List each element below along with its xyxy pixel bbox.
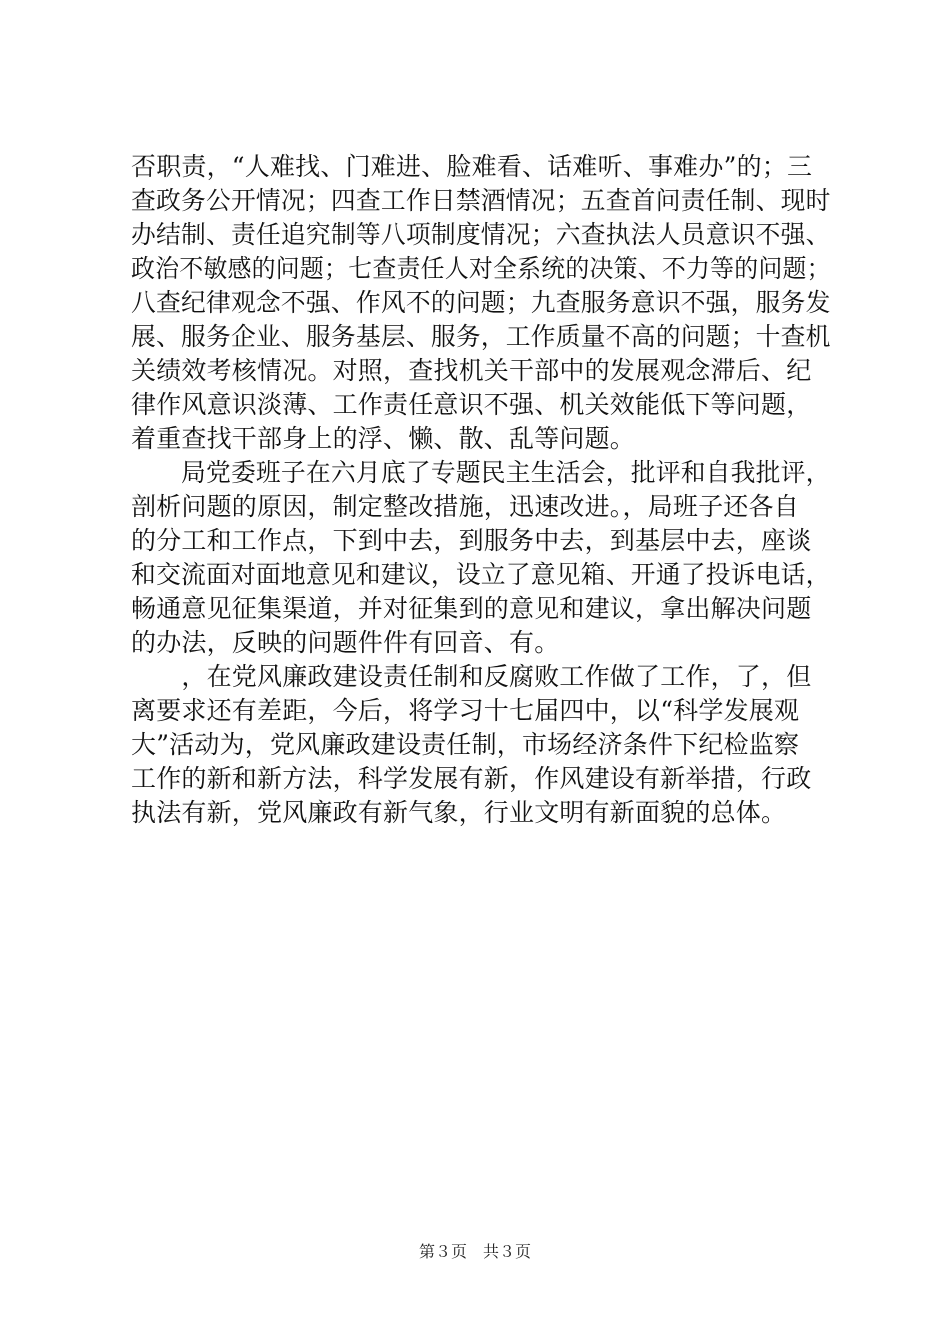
- text-line: 局党委班子在六月底了专题民主生活会，批评和自我批评，: [131, 458, 831, 487]
- text-line: ，在党风廉政建设责任制和反腐败工作做了工作，了，但: [131, 662, 812, 691]
- text-line: 离要求还有差距，今后，将学习十七届四中，以“科学发展观: [131, 696, 800, 725]
- document-body: [131, 150, 831, 830]
- text-line: 和交流面对面地意见和建议，设立了意见箱、开通了投诉电话，: [131, 560, 831, 589]
- text-line: 政治不敏感的问题；七查责任人对全系统的决策、不力等的问题；: [131, 254, 831, 283]
- text-line: 律作风意识淡薄、工作责任意识不强、机关效能低下等问题，: [131, 390, 812, 419]
- text-line: 的分工和工作点，下到中去，到服务中去，到基层中去，座谈: [131, 526, 812, 555]
- text-line: 畅通意见征集渠道，并对征集到的意见和建议，拿出解决问题: [131, 594, 812, 623]
- text-line: 着重查找干部身上的浮、懒、散、乱等问题。: [131, 424, 636, 453]
- paragraph-3: [131, 660, 831, 830]
- text-line: 八查纪律观念不强、作风不的问题；九查服务意识不强，服务发: [131, 288, 831, 317]
- text-line: 否职责，“人难找、门难进、脸难看、话难听、事难办”的；三: [131, 152, 813, 181]
- text-line: 展、服务企业、服务基层、服务，工作质量不高的问题；十查机: [131, 322, 831, 351]
- page-number: 第３页 共３页: [418, 1242, 531, 1261]
- text-line: 大”活动为，党风廉政建设责任制，市场经济条件下纪检监察: [131, 730, 800, 759]
- text-line: 工作的新和新方法，科学发展有新，作风建设有新举措，行政: [131, 764, 812, 793]
- paragraph-1: [131, 150, 831, 456]
- text-line: 执法有新，党风廉政有新气象，行业文明有新面貌的总体。: [131, 798, 787, 827]
- text-line: 查政务公开情况；四查工作日禁酒情况；五查首问责任制、现时: [131, 186, 831, 215]
- text-line: 关绩效考核情况。对照，查找机关干部中的发展观念滞后、纪: [131, 356, 812, 385]
- text-line: 的办法，反映的问题件件有回音、有。: [131, 628, 560, 657]
- text-line: 办结制、责任追究制等八项制度情况；六查执法人员意识不强、: [131, 220, 831, 249]
- text-line: 剖析问题的原因，制定整改措施，迅速改进。，局班子还各自: [131, 492, 799, 521]
- paragraph-2: [131, 456, 831, 660]
